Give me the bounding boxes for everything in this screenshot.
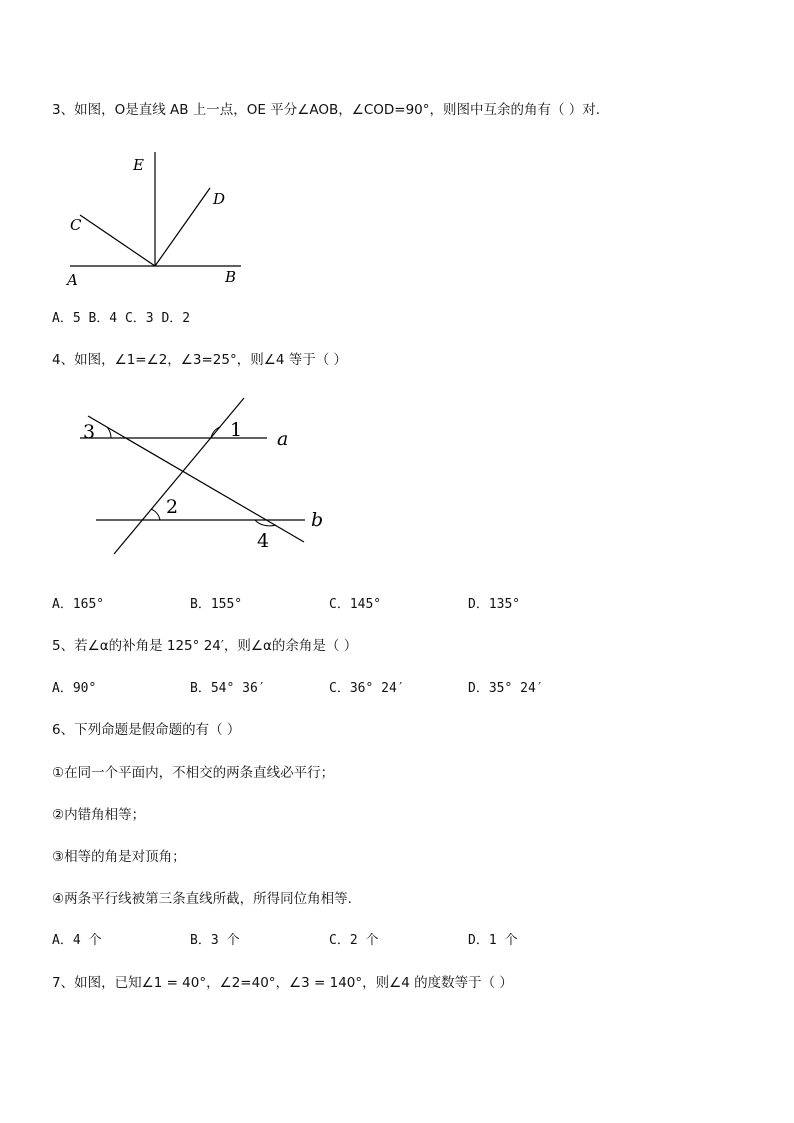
q3-options: A．5 B．4 C．3 D．2 [52,311,191,326]
q3-label-D: D [213,190,226,208]
q3-figure [60,148,260,293]
q4-text: 4、如图，∠1=∠2，∠3=25°，则∠4 等于（ ） [52,352,347,368]
q4-label-1: 1 [230,419,243,441]
q5-option-c: C．36° 24′ [329,681,405,696]
q4-arc-2 [151,509,160,520]
q3-label-E: E [133,156,144,174]
q3-label-A: A [67,271,78,289]
q4-option-d: D．135° [468,597,521,612]
q6-text: 6、下列命题是假命题的有（ ） [52,722,241,738]
q4-option-a: A．165° [52,597,105,612]
q3-ray-OC [80,215,155,266]
q7-text: 7、如图，已知∠1 = 40°，∠2=40°，∠3 = 140°，则∠4 的度数等于（ ） [52,975,513,991]
q4-option-b: B．155° [190,597,243,612]
q4-figure [70,390,340,565]
q3-label-B: B [225,268,237,286]
q6-item-4: ④两条平行线被第三条直线所截，所得同位角相等. [52,891,352,907]
q6-option-d: D．1 个 [468,933,518,948]
q4-label-a: a [277,428,289,450]
q5-option-a: A．90° [52,681,97,696]
q6-item-1: ①在同一个平面内，不相交的两条直线必平行； [52,765,335,781]
q4-transversal-1 [114,398,244,554]
q4-label-2: 2 [166,496,179,518]
q3-text: 3、如图，O是直线 AB 上一点，OE 平分∠AOB，∠COD=90°，则图中互余的角有（ ）对. [52,102,601,118]
q4-label-b: b [311,509,324,531]
q4-option-c: C．145° [329,597,382,612]
q5-text: 5、若∠α的补角是 125° 24′，则∠α的余角是（ ） [52,638,358,654]
q5-option-d: D．35° 24′ [468,681,544,696]
q4-arc-4 [255,520,276,526]
q5-option-b: B．54° 36′ [190,681,266,696]
q6-option-a: A．4 个 [52,933,102,948]
q6-item-3: ③相等的角是对顶角； [52,849,186,865]
q3-ray-OD [155,188,210,266]
q6-option-b: B．3 个 [190,933,240,948]
q4-label-4: 4 [257,530,270,552]
q6-option-c: C．2 个 [329,933,379,948]
q6-item-2: ②内错角相等； [52,807,146,823]
q4-label-3: 3 [83,421,96,443]
q3-label-C: C [70,216,82,234]
q4-transversal-2 [88,416,304,542]
